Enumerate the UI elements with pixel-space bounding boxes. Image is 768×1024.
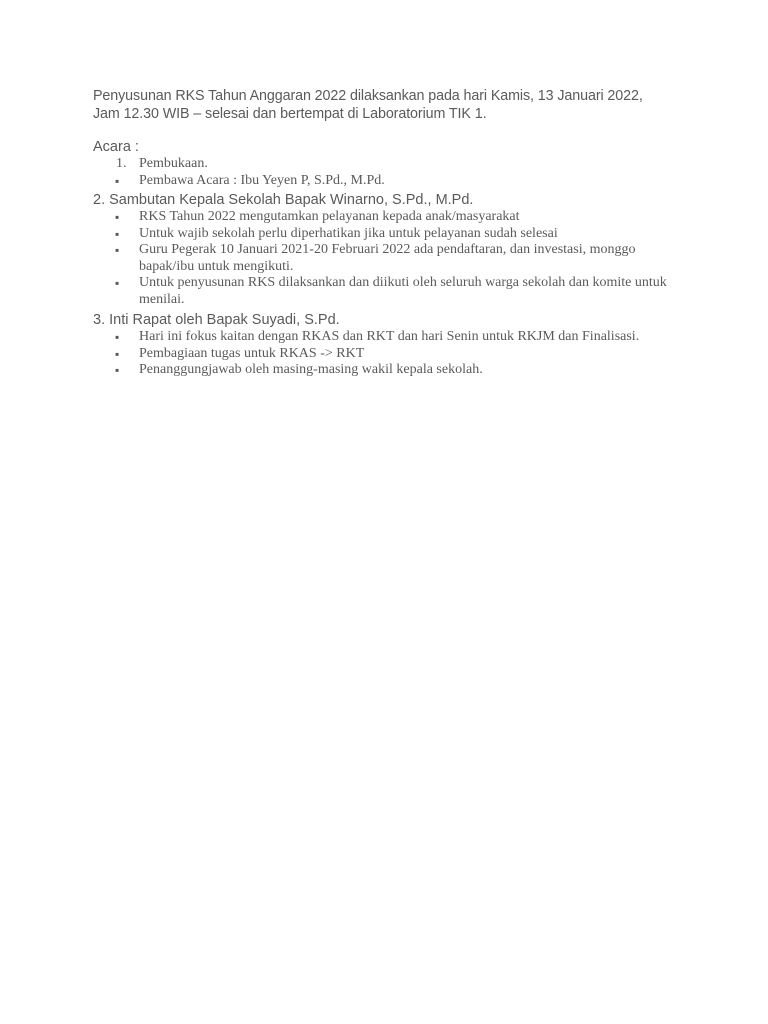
list-item bbox=[93, 329, 673, 346]
list-item bbox=[93, 346, 673, 363]
list-item-text: Hari ini fokus kaitan dengan RKAS dan RKT dan hari Senin untuk RKJM dan Finalisasi. bbox=[139, 329, 640, 344]
section3-list bbox=[93, 329, 673, 379]
section2-heading: 2. Sambutan Kepala Sekolah Bapak Winarno, S.Pd., M.Pd. bbox=[93, 192, 474, 208]
square-bullet-icon: ▪ bbox=[115, 276, 120, 290]
list-item bbox=[93, 242, 673, 275]
intro-paragraph: Penyusunan RKS Tahun Anggaran 2022 dilaksankan pada hari Kamis, 13 Januari 2022, Jam 12.30 WIB – selesai dan bertempat di Laboratorium TIK 1. bbox=[93, 88, 643, 122]
square-bullet-icon: ▪ bbox=[115, 226, 120, 241]
section1-list bbox=[93, 156, 673, 189]
acara-label: Acara : bbox=[93, 139, 139, 155]
list-item-text: Untuk penyusunan RKS dilaksankan dan diikuti oleh seluruh warga sekolah dan komite untuk menilai. bbox=[139, 275, 667, 307]
square-bullet-icon: ▪ bbox=[115, 346, 120, 361]
list-item-text: Pembukaan. bbox=[139, 156, 208, 171]
document-page bbox=[93, 87, 673, 379]
list-item-text: Pembawa Acara : Ibu Yeyen P, S.Pd., M.Pd. bbox=[139, 172, 385, 188]
list-item bbox=[93, 173, 673, 190]
list-item bbox=[93, 275, 673, 308]
list-item bbox=[93, 226, 673, 243]
list-item-text: Pembagiaan tugas untuk RKAS -> RKT bbox=[139, 345, 365, 361]
list-number: 1. bbox=[116, 156, 127, 171]
square-bullet-icon: ▪ bbox=[115, 330, 120, 344]
list-item bbox=[93, 209, 673, 226]
list-item bbox=[93, 362, 673, 379]
list-item-text: Guru Pegerak 10 Januari 2021-20 Februari 2022 ada pendaftaran, dan investasi, monggo bapak/ibu untuk mengikuti. bbox=[139, 242, 636, 274]
list-item-text: Penanggungjawab oleh masing-masing wakil kepala sekolah. bbox=[139, 362, 483, 377]
section2-list bbox=[93, 209, 673, 308]
list-item-text: Untuk wajib sekolah perlu diperhatikan jika untuk pelayanan sudah selesai bbox=[139, 225, 558, 241]
square-bullet-icon: ▪ bbox=[115, 363, 120, 377]
square-bullet-icon: ▪ bbox=[115, 243, 120, 257]
list-item-text: RKS Tahun 2022 mengutamkan pelayanan kepada anak/masyarakat bbox=[139, 209, 520, 224]
square-bullet-icon: ▪ bbox=[115, 210, 120, 224]
list-item bbox=[93, 156, 673, 173]
section3-heading: 3. Inti Rapat oleh Bapak Suyadi, S.Pd. bbox=[93, 312, 340, 328]
square-bullet-icon: ▪ bbox=[115, 173, 120, 188]
